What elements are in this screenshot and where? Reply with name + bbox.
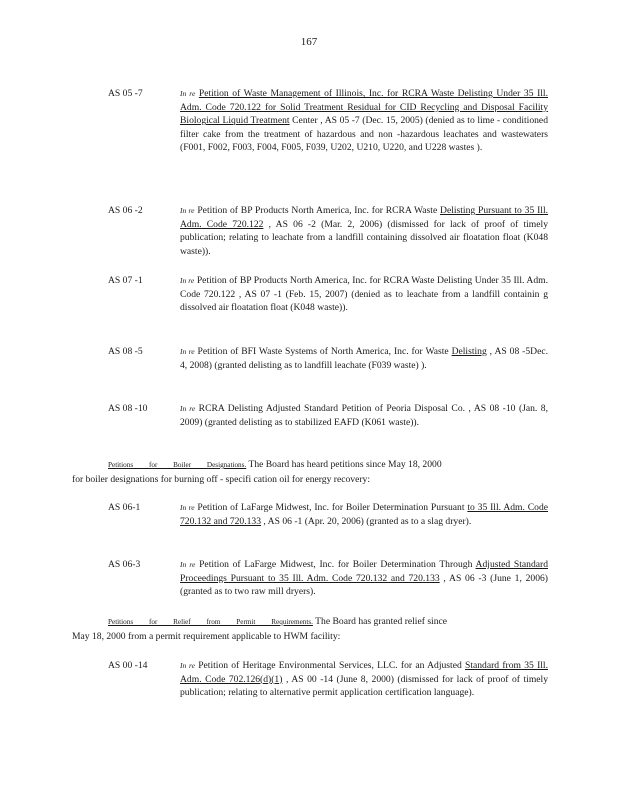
heading-boiler-designations: Petitions for Boiler Designations. The Board has heard petitions since May 18, 2000 for boiler designations for burning off - specifi cation oil for energy recovery: (72, 459, 442, 485)
entry-underlined: Adjusted Standard Proceedings Pursuant to 35 Ill. Adm. Code 720.132 and 720.133 (180, 559, 548, 584)
heading-title: Petitions for Boiler Designations. (108, 461, 247, 469)
entry-underlined: Petition of Waste Management of Illinois, Inc. for RCRA Waste Delisting Under 35 Ill. Adm. Code 720.122 for Solid Treatment Residual for CID Recycling and Disposal Facility Biological Liquid Treatment (180, 88, 548, 127)
entry-body: In re Petition of BP Products North America, Inc. for RCRA Waste Delisting Pursuant to 35 Ill. Adm. Code 720.122 , AS 06 -2 (Mar. 2, 2006) (dismissed for lack of proof of timely publication; relating to leachate from a landfill containing dissolved air floatation float (K048 waste)). (180, 205, 549, 257)
entry-body: In re Petition of BP Products North America, Inc. for RCRA Waste Delisting Under 35 Ill. Adm. Code 720.122 , AS 07 -1 (Feb. 15, 2007) (denied as to leachate from a landfill containin g dissolved air floatation float (K048 waste)). (180, 275, 549, 314)
entry-body: In re Petition of BFI Waste Systems of North America, Inc. for Waste Delisting , AS 08 -5Dec. 4, 2008) (granted delisting as to landfill leachate (F039 waste) ). (180, 346, 549, 371)
heading-relief-permit: Petitions for Relief from Permit Requirements. The Board has granted relief since May 18, 2000 from a permit requirement applicable to HWM facility: (72, 616, 448, 642)
entry-code: AS 08 -5 (108, 346, 143, 357)
entry-code: AS 05 -7 (108, 88, 143, 99)
entry-code: AS 00 -14 (108, 660, 148, 671)
entry-code: AS 06 -2 (108, 205, 143, 216)
page-number: 167 (300, 36, 318, 48)
entry-code: AS 06-1 (108, 502, 141, 513)
entry-body: In re Petition of LaFarge Midwest, Inc. for Boiler Determination Pursuant to 35 Ill. Adm. Code 720.132 and 720.133 , AS 06 -1 (Apr. 20, 2006) (granted as to a slag dryer). (180, 502, 549, 527)
entry-underlined: Standard from 35 Ill. Adm. Code 702.126(d)(1) (180, 660, 548, 685)
entry-code: AS 07 -1 (108, 275, 143, 286)
entry-body: In re RCRA Delisting Adjusted Standard Petition of Peoria Disposal Co. , AS 08 -10 (Jan. 8, 2009) (granted delisting as to stabilized EAFD (K061 waste)). (180, 403, 548, 428)
entry-body: In re Petition of Waste Management of Illinois, Inc. for RCRA Waste Delisting Under 35 Ill. Adm. Code 720.122 for Solid Treatment Residual for CID Recycling and Disposal Facility Biological Liquid Treatment Center , AS 05 -7 (Dec. 15, 2005) (denied as to lime - conditioned filter cake from the treatment of hazardous and non -hazardous leachates and wastewaters (F001, F002, F003, F004, F005, F039, U202, U210, U220, and U228 wastes ). (180, 88, 548, 154)
entry-body: In re Petition of Heritage Environmental Services, LLC. for an Adjusted Standard from 35 Ill. Adm. Code 702.126(d)(1) , AS 00 -14 (June 8, 2000) (dismissed for lack of proof of timely publication; relating to alternative permit application certification language). (180, 660, 548, 699)
entry-underlined: Delisting Pursuant to 35 Ill. Adm. Code 720.122 (180, 205, 549, 230)
entry-body: In re Petition of LaFarge Midwest, Inc. for Boiler Determination Through Adjusted Standard Proceedings Pursuant to 35 Ill. Adm. Code 720.132 and 720.133 , AS 06 -3 (June 1, 2006) (granted as to two raw mill dryers). (180, 559, 548, 598)
entry-code: AS 06-3 (108, 559, 141, 570)
entry-code: AS 08 -10 (108, 403, 148, 414)
entry-underlined: to 35 Ill. Adm. Code 720.132 and 720.133 (180, 502, 549, 527)
heading-title: Petitions for Relief from Permit Requirements. (108, 618, 313, 626)
entry-underlined: Delisting (451, 346, 487, 357)
